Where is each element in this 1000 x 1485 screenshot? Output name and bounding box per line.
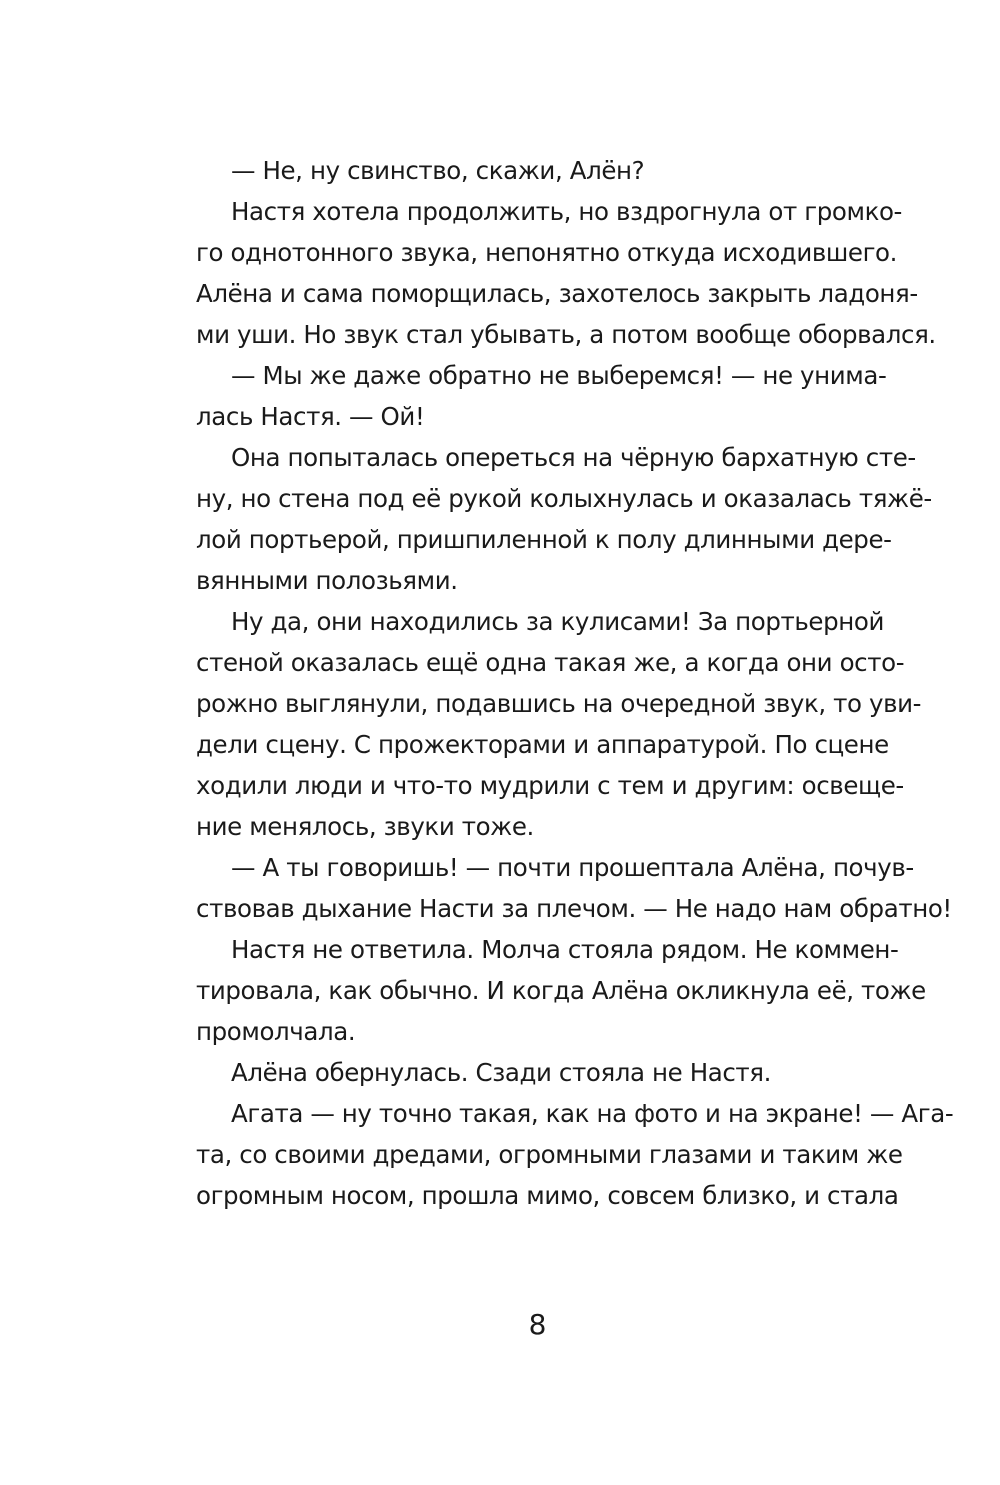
text-line: огромным носом, прошла мимо, совсем близко, и стала xyxy=(196,1181,899,1210)
text-line: ходили люди и что-то мудрили с тем и другим: освеще- xyxy=(196,771,904,800)
text-line: ние менялось, звуки тоже. xyxy=(196,812,534,841)
text-line: ну, но стена под её рукой колыхнулась и оказалась тяжё- xyxy=(196,484,932,513)
text-line: — Не, ну свинство, скажи, Алён? xyxy=(231,156,645,185)
text-line: — Мы же даже обратно не выберемся! — не унима- xyxy=(231,361,887,390)
text-line: вянными полозьями. xyxy=(196,566,458,595)
body-text xyxy=(196,150,954,1216)
text-line: лась Настя. — Ой! xyxy=(196,402,425,431)
text-line: Настя не ответила. Молча стояла рядом. Не коммен- xyxy=(231,935,899,964)
text-line: го однотонного звука, непонятно откуда исходившего. xyxy=(196,238,898,267)
text-line: ствовав дыхание Насти за плечом. — Не надо нам обратно! xyxy=(196,894,952,923)
text-line: Агата — ну точно такая, как на фото и на экране! — Ага- xyxy=(231,1099,954,1128)
text-line: Ну да, они находились за кулисами! За портьерной xyxy=(231,607,884,636)
text-line: Алёна и сама поморщилась, захотелось закрыть ладоня- xyxy=(196,279,918,308)
text-line: ми уши. Но звук стал убывать, а потом вообще оборвался. xyxy=(196,320,936,349)
page-number: 8 xyxy=(528,1308,547,1341)
text-line: лой портьерой, пришпиленной к полу длинными дере- xyxy=(196,525,892,554)
text-line: тировала, как обычно. И когда Алёна окликнула её, тоже xyxy=(196,976,926,1005)
text-line: стеной оказалась ещё одна такая же, а когда они осто- xyxy=(196,648,905,677)
text-line: Она попыталась опереться на чёрную бархатную сте- xyxy=(231,443,916,472)
text-line: Алёна обернулась. Сзади стояла не Настя. xyxy=(231,1058,772,1087)
text-line: рожно выглянули, подавшись на очередной звук, то уви- xyxy=(196,689,922,718)
text-line: Настя хотела продолжить, но вздрогнула от громко- xyxy=(231,197,902,226)
text-line: — А ты говоришь! — почти прошептала Алёна, почув- xyxy=(231,853,914,882)
text-line: промолчала. xyxy=(196,1017,356,1046)
text-line: та, со своими дредами, огромными глазами и таким же xyxy=(196,1140,903,1169)
text-line: дели сцену. С прожекторами и аппаратурой. По сцене xyxy=(196,730,889,759)
